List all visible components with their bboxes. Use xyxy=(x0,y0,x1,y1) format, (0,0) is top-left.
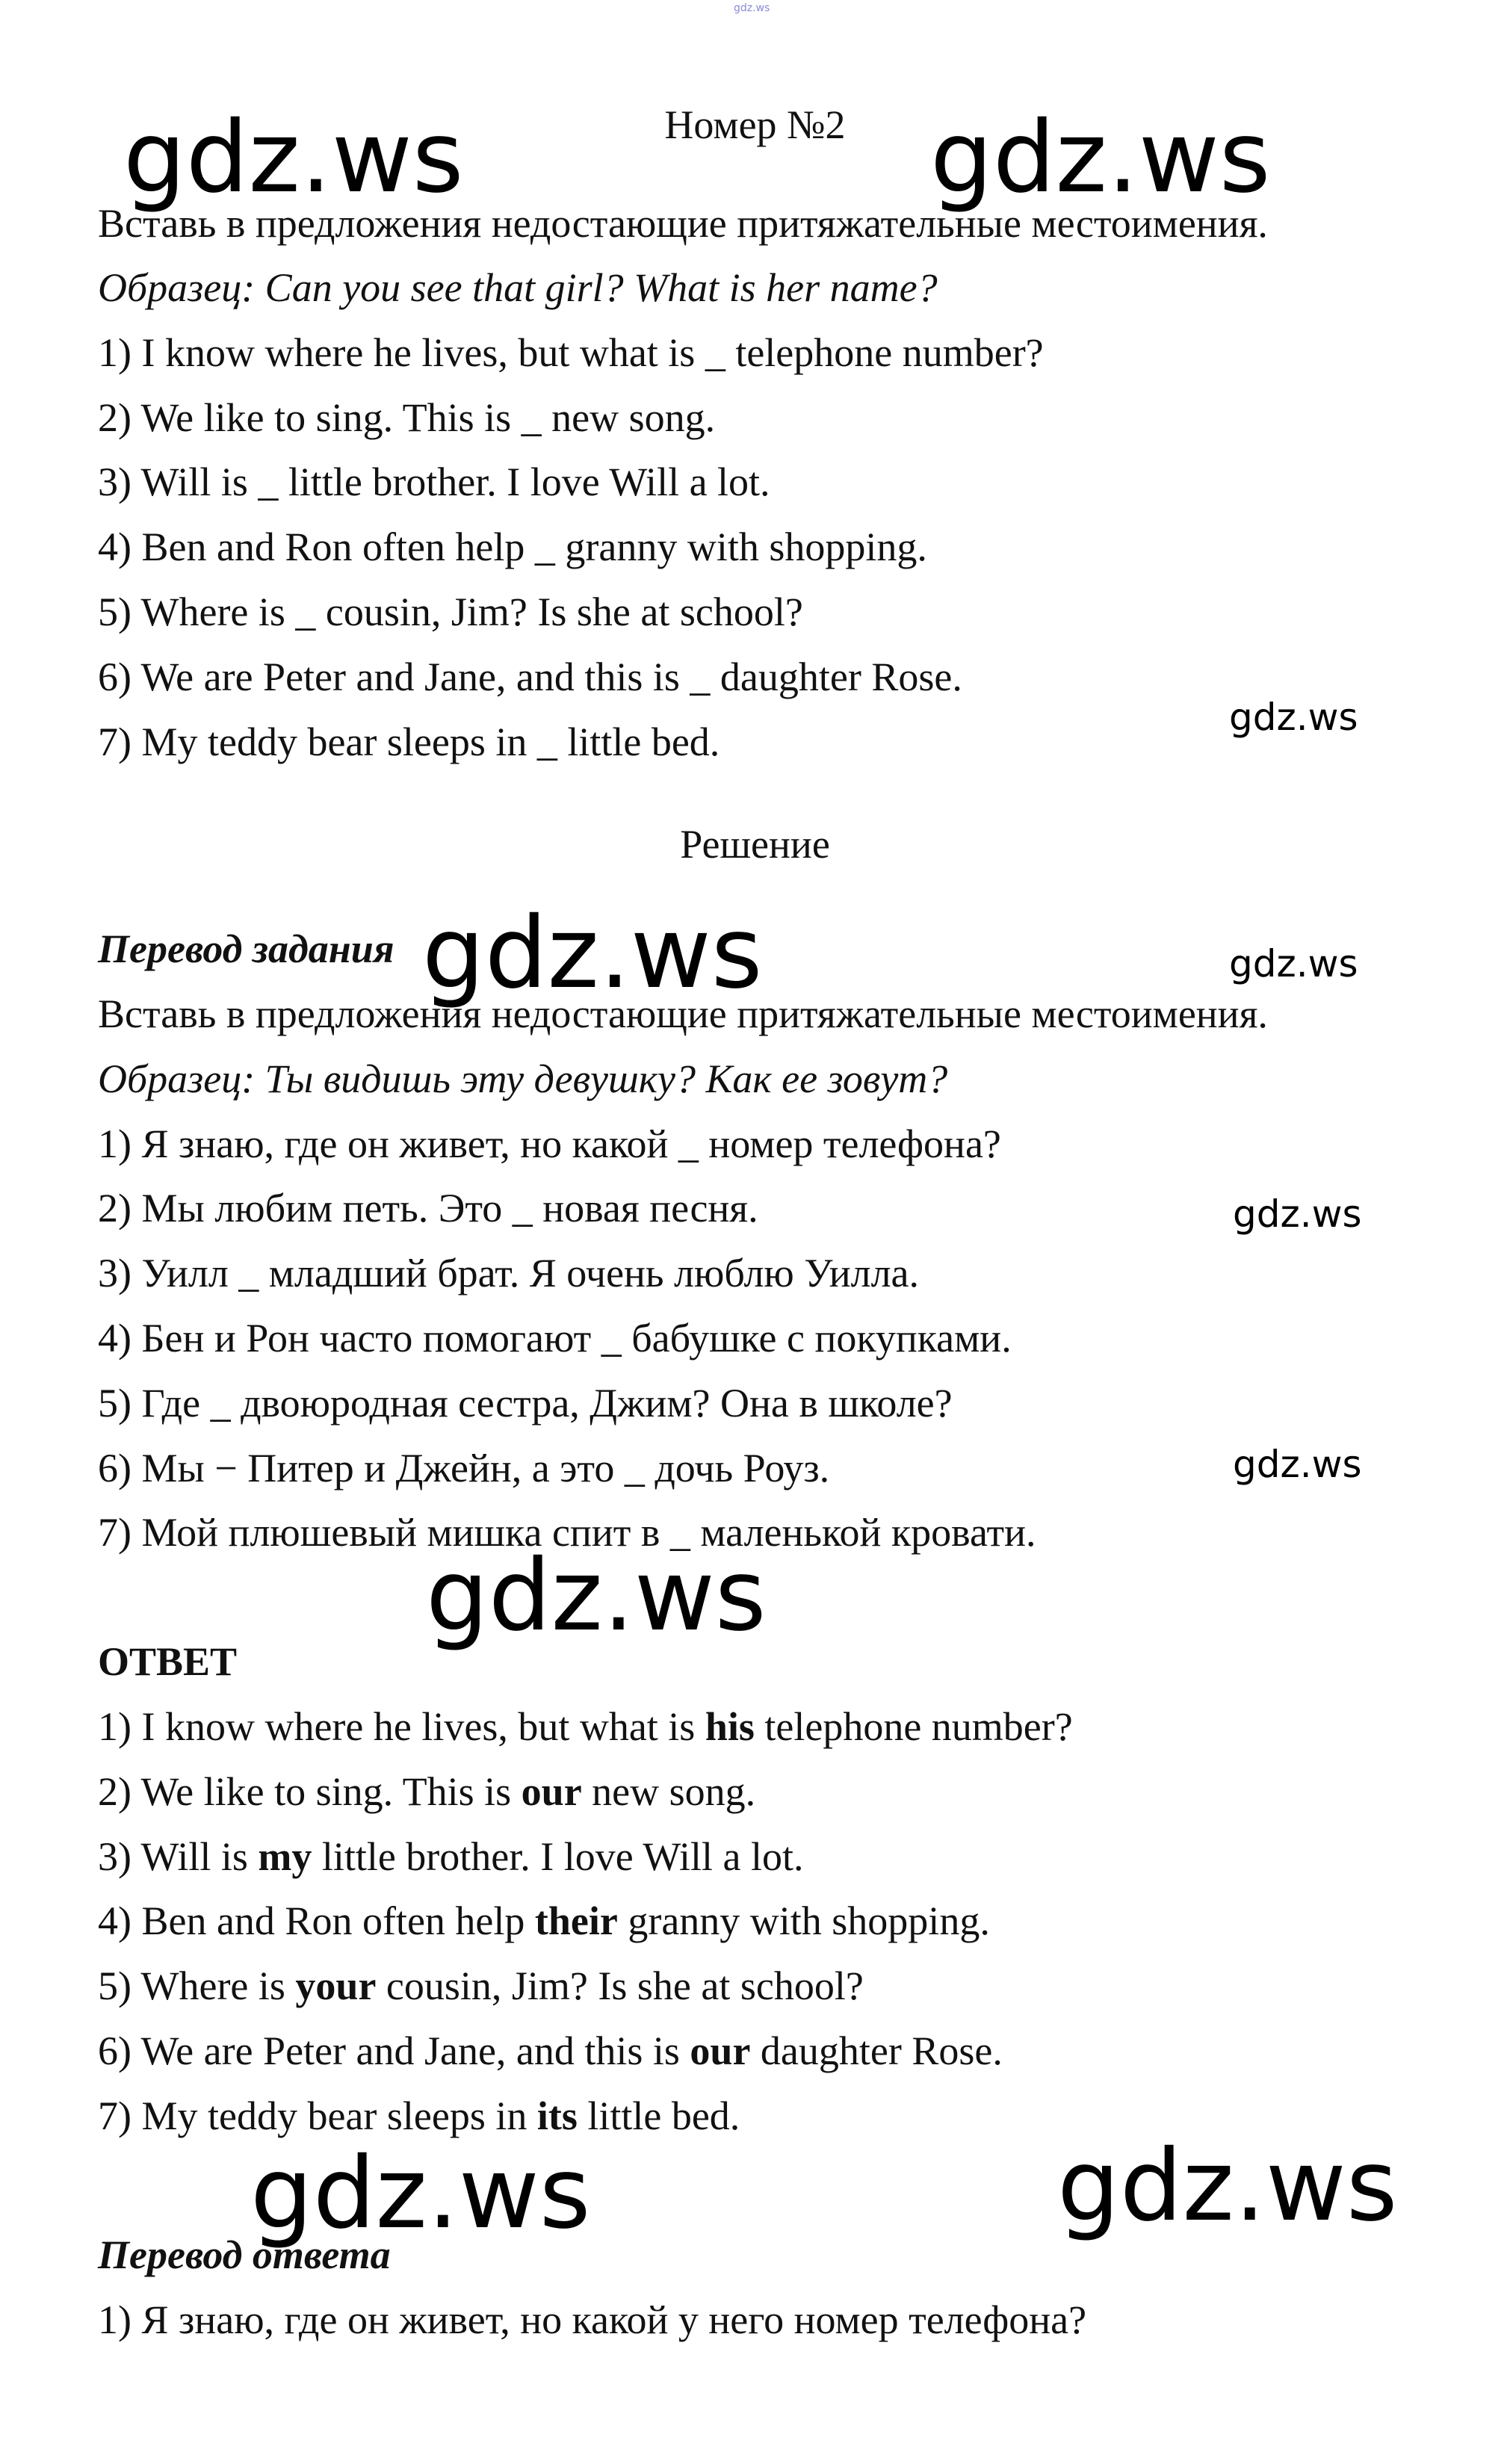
task-item: 4) Ben and Ron often help _ granny with shopping. xyxy=(98,524,927,569)
watermark-tiny: gdz.ws xyxy=(734,2,770,14)
answer-item: 5) Where is your cousin, Jim? Is she at school? xyxy=(98,1963,864,2008)
watermark: gdz.ws xyxy=(1229,942,1358,985)
watermark: gdz.ws xyxy=(930,100,1271,215)
answer-word: my xyxy=(258,1834,312,1879)
answer-word: your xyxy=(295,1963,377,2008)
answer-item: 7) My teddy bear sleeps in its little bed. xyxy=(98,2093,740,2138)
watermark: gdz.ws xyxy=(426,1538,767,1653)
watermark: gdz.ws xyxy=(250,2136,591,2251)
translation-item: 6) Мы − Питер и Джейн, а это _ дочь Роуз. xyxy=(98,1446,830,1491)
answer-item: 4) Ben and Ron often help their granny with shopping. xyxy=(98,1898,990,1943)
answer-word: our xyxy=(690,2028,751,2073)
task-item: 5) Where is _ cousin, Jim? Is she at school? xyxy=(98,589,803,634)
translation-heading: Перевод задания xyxy=(98,926,394,971)
answer-translation-heading: Перевод ответа xyxy=(98,2232,391,2277)
answer-word: its xyxy=(536,2093,578,2138)
answer-translation-item: 1) Я знаю, где он живет, но какой у него номер телефона? xyxy=(98,2297,1087,2342)
answer-item: 6) We are Peter and Jane, and this is our daughter Rose. xyxy=(98,2028,1003,2073)
task-item: 7) My teddy bear sleeps in _ little bed. xyxy=(98,719,720,764)
task-instruction: Вставь в предложения недостающие притяжательные местоимения. xyxy=(98,201,1268,246)
watermark: gdz.ws xyxy=(1233,1443,1362,1486)
task-title: Номер №2 xyxy=(664,102,846,147)
watermark: gdz.ws xyxy=(123,100,464,215)
watermark: gdz.ws xyxy=(1229,696,1358,739)
answer-heading: ОТВЕТ xyxy=(98,1639,238,1684)
answer-item: 2) We like to sing. This is our new song. xyxy=(98,1769,756,1814)
task-item: 2) We like to sing. This is _ new song. xyxy=(98,395,716,440)
answer-item: 3) Will is my little brother. I love Will a lot. xyxy=(98,1834,804,1879)
watermark: gdz.ws xyxy=(1233,1192,1362,1236)
task-item: 6) We are Peter and Jane, and this is _ daughter Rose. xyxy=(98,654,962,699)
translation-item: 3) Уилл _ младший брат. Я очень люблю Уилла. xyxy=(98,1251,920,1296)
translation-item: 5) Где _ двоюродная сестра, Джим? Она в школе? xyxy=(98,1381,953,1426)
answer-word: their xyxy=(534,1898,618,1943)
translation-item: 2) Мы любим петь. Это _ новая песня. xyxy=(98,1186,758,1231)
translation-item: 7) Мой плюшевый мишка спит в _ маленькой кровати. xyxy=(98,1510,1036,1555)
watermark: gdz.ws xyxy=(422,896,763,1011)
watermark: gdz.ws xyxy=(1057,2129,1398,2244)
answer-item: 1) I know where he lives, but what is his telephone number? xyxy=(98,1704,1073,1749)
solution-heading: Решение xyxy=(680,822,830,867)
translation-item: 4) Бен и Рон часто помогают _ бабушке с покупками. xyxy=(98,1316,1012,1361)
task-example: Образец: Can you see that girl? What is her name? xyxy=(98,265,938,310)
translation-example: Образец: Ты видишь эту девушку? Как ее зовут? xyxy=(98,1056,948,1101)
translation-item: 1) Я знаю, где он живет, но какой _ номер телефона? xyxy=(98,1121,1001,1166)
task-item: 1) I know where he lives, but what is _ telephone number? xyxy=(98,330,1044,375)
answer-word: his xyxy=(705,1704,755,1749)
translation-instruction: Вставь в предложения недостающие притяжательные местоимения. xyxy=(98,991,1268,1036)
task-item: 3) Will is _ little brother. I love Will a lot. xyxy=(98,459,770,504)
answer-word: our xyxy=(521,1769,582,1814)
